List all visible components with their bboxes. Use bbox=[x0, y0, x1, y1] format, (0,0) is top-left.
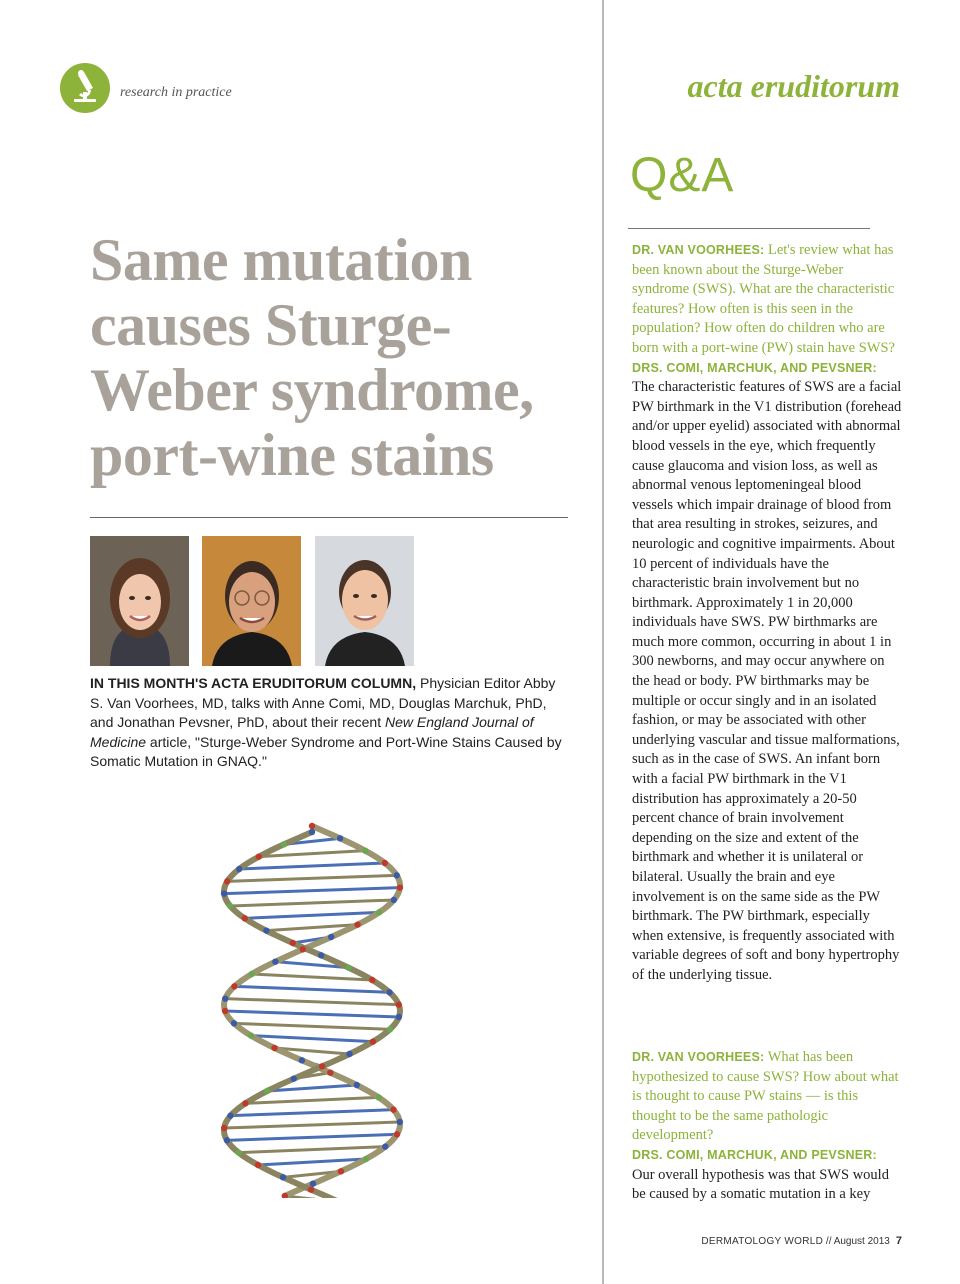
microscope-icon bbox=[60, 63, 110, 113]
intro-paragraph bbox=[90, 674, 570, 772]
page-number: 7 bbox=[895, 1235, 902, 1247]
qa-title-rule bbox=[628, 228, 870, 229]
dna-helix-illustration bbox=[200, 818, 425, 1198]
qa-block-2 bbox=[632, 1048, 902, 1205]
qa-title: Q&A bbox=[630, 149, 735, 202]
page-footer bbox=[701, 1235, 902, 1247]
intro-lead: IN THIS MONTH'S ACTA ERUDITORUM COLUMN, bbox=[90, 675, 417, 691]
photo-man-glasses bbox=[202, 536, 301, 666]
headline: Same mutation causes Sturge-Weber syndrome, port-wine stains bbox=[90, 227, 534, 488]
intro-text: Physician Editor Abby S. Van Voorhees, MD, talks with Anne Comi, MD, Douglas Marchuk, PhD, and Jonathan Pevsner, PhD, about their recent bbox=[90, 675, 556, 731]
column-divider bbox=[602, 0, 604, 1284]
qa-block-1 bbox=[632, 241, 902, 986]
journal-name: New England Journal of Medicine bbox=[90, 714, 534, 750]
answer-speaker: DRS. COMI, MARCHUK, AND PEVSNER: bbox=[632, 360, 877, 375]
question-text: Let's review what has been known about the Sturge-Weber syndrome (SWS). What are the characteristic features? How often is this seen in the population? How often do children who are born with a port-wine (PW) stain have SWS? bbox=[632, 242, 895, 356]
question-text: What has been hypothesized to cause SWS? How about what is thought to cause PW stains — is this thought to be the same pathologic development? bbox=[632, 1049, 899, 1144]
issue-date: August 2013 bbox=[833, 1236, 890, 1247]
answer-speaker: DRS. COMI, MARCHUK, AND PEVSNER: bbox=[632, 1147, 877, 1162]
column-name: acta eruditorum bbox=[687, 68, 900, 104]
question-speaker: DR. VAN VOORHEES: bbox=[632, 243, 765, 257]
answer-text: The characteristic features of SWS are a facial PW birthmark in the V1 distribution (forehead and/or upper eyelid) associated with abnormal blood vessels in the eye, which frequently cause glaucoma and vision loss, as well as abnormal venous leptomeningeal blood vessels which impair drainage of blood from that area resulting in strokes, seizures, and neurologic and cognitive impairments. About 10 percent of individuals have the characteristic brain involvement but no birthmark. Approximately 1 in 20,000 individuals have SWS. PW birthmarks are much more common, occurring in about 1 in 300 newborns, and may occur anywhere on the head or body. PW birthmarks may be multiple or occur singly and in an isolated fashion, or may be associated with other underlying vascular and tissue malformations, such as in the case of SWS. An infant born with a facial PW birthmark in the V1 distribution has approximately a 20-50 percent chance of brain involvement depending on the size and extent of the birthmark and whether it is unilateral or bilateral. Usually the brain and eye involvement is on the same side as the PW birthmark. The PW birthmark, especially when extensive, is frequently associated with variable degrees of soft and bony hypertrophy of the underlying tissue. bbox=[632, 379, 902, 983]
publication-name: DERMATOLOGY WORLD bbox=[701, 1236, 824, 1247]
intro-text-end: article, "Sturge-Weber Syndrome and Port-Wine Stains Caused by Somatic Mutation in GNAQ." bbox=[90, 733, 562, 770]
question-speaker: DR. VAN VOORHEES: bbox=[632, 1050, 765, 1064]
headline-rule bbox=[90, 517, 568, 518]
answer-text: Our overall hypothesis was that SWS would be caused by a somatic mutation in a key bbox=[632, 1166, 889, 1203]
photo-man bbox=[315, 536, 414, 666]
footer-separator: // bbox=[823, 1236, 834, 1247]
section-label: research in practice bbox=[120, 85, 232, 100]
photo-woman bbox=[90, 536, 189, 666]
